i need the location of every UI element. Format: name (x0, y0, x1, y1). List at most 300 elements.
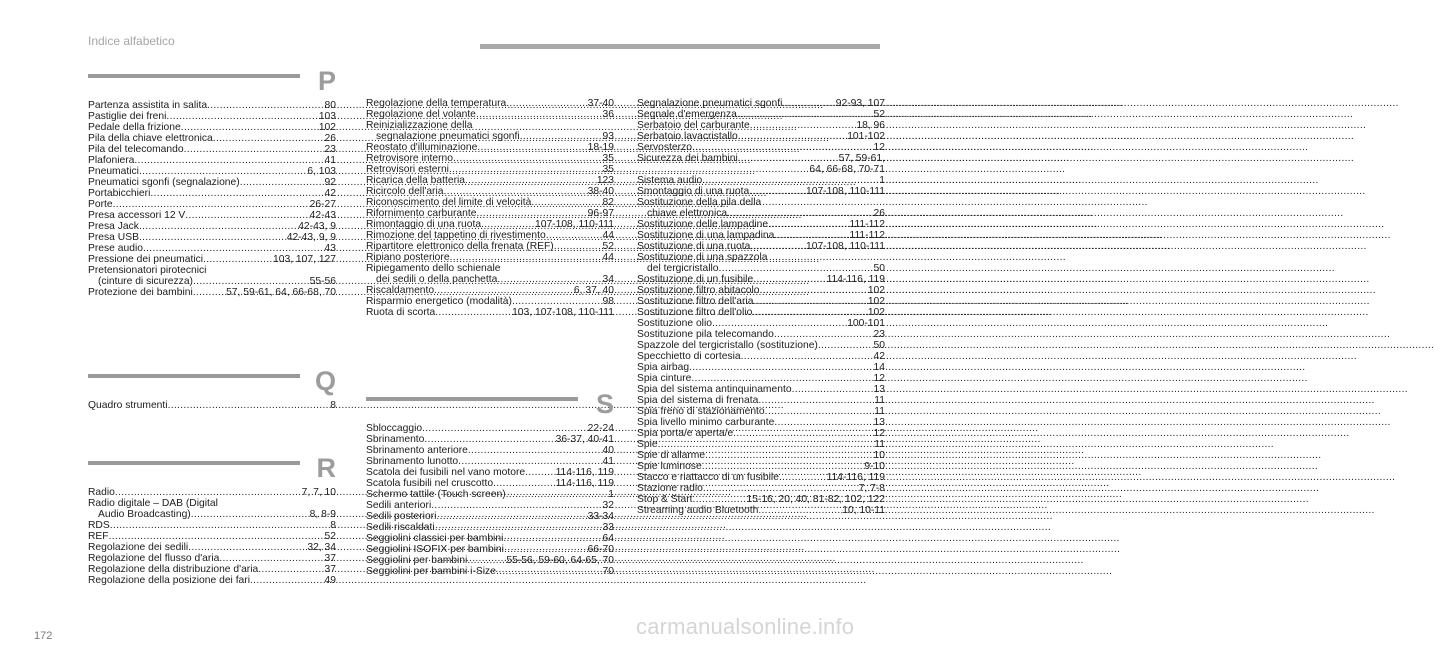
dot-leader (139, 166, 307, 177)
section-letter: S (595, 389, 614, 419)
dot-leader (134, 155, 324, 166)
entry-term: Stop & Start (637, 494, 693, 505)
index-entry (88, 520, 336, 531)
index-entry (366, 230, 614, 241)
entry-term: Risparmio energetico (modalità) (366, 296, 512, 307)
entry-term: Porte (88, 199, 113, 210)
entry-term: Rimozione del tappetino di rivestimento (366, 230, 546, 241)
entry-page-ref: 18-19 (587, 142, 614, 153)
entry-term: Stazione radio (637, 483, 703, 494)
entry-term: Sostituzione pila telecomando (637, 329, 774, 340)
entry-term: Sbrinamento anteriore (366, 445, 468, 456)
index-entry-line (637, 373, 885, 384)
index-entry-line (88, 111, 336, 122)
index-entry (366, 489, 614, 500)
entry-page-ref: 34 (602, 274, 614, 285)
index-entry-line (88, 564, 336, 575)
section-divider (88, 374, 300, 378)
dot-leader (193, 276, 310, 287)
section-header-q (88, 366, 336, 396)
index-entry (366, 434, 614, 445)
index-entry (637, 153, 885, 175)
dot-leader (703, 483, 859, 494)
entry-term: Sostituzione delle lampadine (637, 219, 769, 230)
entry-term: Portabicchieri (88, 188, 151, 199)
entry-page-ref: 32 (602, 500, 614, 511)
dot-leader (113, 199, 310, 210)
entry-term: Sedili anteriori (366, 500, 432, 511)
entry-term: Prese audio (88, 243, 143, 254)
index-entry (366, 241, 614, 252)
index-entry (637, 351, 885, 362)
index-entry-line (366, 219, 614, 230)
dot-leader (185, 210, 309, 221)
dot-leader (139, 232, 287, 243)
index-entry-line (88, 254, 336, 265)
entry-page-ref: 93 (602, 131, 614, 142)
entry-term: Pedale della frizione (88, 122, 181, 133)
entry-term: RDS (88, 520, 110, 531)
dot-leader (477, 142, 587, 153)
index-entry (366, 533, 614, 544)
index-entry (88, 243, 336, 254)
section-letter: P (317, 66, 336, 96)
entry-page-ref: 37 (324, 564, 336, 575)
index-entry-line (88, 177, 336, 188)
entry-term: Reinizializzazione della (366, 120, 473, 131)
entry-page-ref: 13 (873, 384, 885, 395)
index-entry (88, 232, 336, 243)
entry-page-ref: 101-102 (847, 131, 885, 142)
index-entry-line (637, 472, 885, 483)
index-entry-line (366, 142, 614, 153)
index-entry (88, 122, 336, 133)
dot-leader (496, 566, 603, 577)
entry-page-ref: 44 (602, 252, 614, 263)
entry-page-ref: 44 (602, 230, 614, 241)
entry-page-ref: 7, 7-8 (858, 483, 885, 494)
index-entry-line (637, 120, 885, 131)
dot-leader (450, 252, 603, 263)
entry-page-ref: 42-43, 9 (298, 221, 336, 232)
index-entry-line (366, 98, 614, 109)
entry-term: Sedili posteriori (366, 511, 437, 522)
index-entry (88, 111, 336, 122)
entry-term: Rimontaggio di una ruota (366, 219, 482, 230)
dot-leader (219, 553, 324, 564)
entry-term: Ripiegamento dello schienale (366, 263, 501, 274)
index-entry-line (637, 329, 885, 340)
dot-leader (213, 133, 325, 144)
index-entry (366, 544, 614, 555)
entry-page-ref: 11 (874, 406, 885, 417)
entry-term: Stacco e riattacco di un fusibile (637, 472, 779, 483)
index-entry (366, 456, 614, 467)
dot-leader (207, 100, 324, 111)
index-entry (637, 450, 885, 461)
index-entry-line (88, 520, 336, 531)
entry-term: del tergicristallo (647, 263, 719, 274)
entry-page-ref: 66-70 (587, 544, 614, 555)
index-entry (637, 417, 885, 428)
index-column-1 (88, 66, 336, 298)
index-entry-line (637, 296, 885, 307)
entry-page-ref: 36-37, 40-41 (555, 434, 614, 445)
entry-term: chiave elettronica (647, 208, 728, 219)
index-column-2-s (366, 389, 614, 577)
dot-leader (765, 406, 875, 417)
dot-leader (782, 98, 835, 109)
index-entry (637, 219, 885, 230)
index-entry-line (366, 186, 614, 197)
index-entry (366, 566, 614, 577)
entry-term: Seggiolini ISOFIX per bambini (366, 544, 504, 555)
index-entry-line (366, 208, 614, 219)
entry-page-ref: 114-116, 119 (826, 274, 885, 285)
dot-leader (453, 153, 603, 164)
dot-leader (193, 287, 226, 298)
index-entry (88, 166, 336, 177)
dot-leader (435, 522, 603, 533)
entry-term: Audio Broadcasting) (98, 509, 191, 520)
entries-s (366, 423, 614, 577)
index-entry (366, 263, 614, 285)
section-header-s (366, 389, 614, 419)
index-entry-line (366, 423, 614, 434)
entries-s-continued (637, 98, 885, 516)
index-entry (637, 98, 885, 109)
dot-leader (753, 274, 826, 285)
index-entry-line (637, 153, 885, 164)
entry-page-ref: 35 (602, 153, 614, 164)
entry-page-ref: 32, 34 (307, 542, 336, 553)
entry-term: segnalazione pneumatici sgonfi (376, 131, 520, 142)
index-entry (637, 439, 885, 450)
entry-page-ref: 33-34 (587, 511, 614, 522)
entry-page-ref: 10 (873, 450, 885, 461)
entry-page-ref: 50 (873, 340, 885, 351)
entry-page-ref: 12 (873, 428, 885, 439)
dot-leader (465, 175, 597, 186)
entry-page-ref: 42-43 (309, 210, 336, 221)
entry-term: Pastiglie dei freni (88, 111, 167, 122)
entry-page-ref: 41 (324, 155, 336, 166)
index-entry (637, 406, 885, 417)
index-entry (637, 252, 885, 274)
dot-leader (738, 153, 839, 164)
index-entry (88, 487, 336, 498)
dot-leader (493, 478, 556, 489)
index-entry-line (366, 307, 614, 318)
index-entry-line (88, 144, 336, 155)
index-entry-line (637, 274, 885, 285)
dot-leader (468, 445, 603, 456)
dot-leader (738, 131, 847, 142)
index-entry-line (366, 164, 614, 175)
dot-leader (692, 142, 874, 153)
index-entry-line (366, 434, 614, 445)
entry-page-ref: 92 (324, 177, 336, 188)
dot-leader (150, 188, 324, 199)
entry-term: Rifornimento carburante (366, 208, 477, 219)
entry-page-ref: 9-10 (864, 461, 885, 472)
index-entry-line (637, 406, 885, 417)
entry-term: Radio (88, 487, 115, 498)
entry-page-ref: 26-27 (309, 199, 336, 210)
entry-term: Spia del sistema antinquinamento (637, 384, 792, 395)
section-letter: R (316, 453, 336, 483)
index-entry (637, 296, 885, 307)
dot-leader (476, 109, 603, 120)
dot-leader (702, 175, 879, 186)
index-entry (366, 423, 614, 434)
index-entry-line (637, 131, 885, 142)
entry-page-ref: 42-43, 9, 9 (286, 232, 336, 243)
index-entry-line (637, 428, 885, 439)
entry-page-ref: 92-93, 107 (835, 98, 885, 109)
dot-leader (525, 467, 555, 478)
index-entry-line (366, 296, 614, 307)
section-divider (88, 74, 300, 78)
entry-term: Streaming audio Bluetooth (637, 505, 759, 516)
entry-term: Sbrinamento lunotto (366, 456, 459, 467)
index-entry-line (637, 461, 885, 472)
index-column-3 (637, 98, 885, 516)
entry-term: Presa Jack (88, 221, 139, 232)
index-entry (637, 241, 885, 252)
index-entry (88, 199, 336, 210)
index-entry-line (366, 467, 614, 478)
watermark: carmanualsonline.info (636, 614, 855, 639)
entry-term: Scatola dei fusibili nel vano motore (366, 467, 526, 478)
entry-term: Ripartitore elettronico della frenata (REF) (366, 241, 554, 252)
entry-term: Sbloccaggio (366, 423, 423, 434)
entry-page-ref: 18, 96 (856, 120, 885, 131)
entry-term: Sicurezza dei bambini (637, 153, 738, 164)
entry-page-ref: 52 (602, 241, 614, 252)
entry-page-ref: 26 (873, 208, 885, 219)
entry-term: Serbatoio del carburante (637, 120, 750, 131)
entry-term: Ricarica della batteria (366, 175, 466, 186)
entry-term: Sostituzione di una ruota (637, 241, 751, 252)
entry-page-ref: 103 (318, 111, 336, 122)
entry-term: Regolazione della posizione dei fari (88, 575, 250, 586)
index-entry-line (88, 100, 336, 111)
index-entry (637, 274, 885, 285)
entry-page-ref: 33 (602, 522, 614, 533)
entry-page-ref: 123 (596, 175, 614, 186)
index-entry-line (366, 456, 614, 467)
index-entry-continuation (366, 274, 614, 285)
dot-leader (792, 384, 874, 395)
index-entry (637, 230, 885, 241)
entry-page-ref: 12 (873, 373, 885, 384)
index-entry-line (637, 351, 885, 362)
index-entry-line (88, 542, 336, 553)
dot-leader (424, 434, 555, 445)
index-entry (637, 340, 885, 351)
dot-leader (727, 208, 873, 219)
index-entry-line (637, 241, 885, 252)
dot-leader (258, 564, 324, 575)
index-entry (637, 461, 885, 472)
index-entry-line (366, 197, 614, 208)
entry-term: Pressione dei pneumatici (88, 254, 204, 265)
index-entry-line (366, 555, 614, 566)
dot-leader (779, 472, 827, 483)
dot-leader (191, 509, 310, 520)
entry-page-ref: 107-108, 110-111 (805, 241, 885, 252)
entry-term: Spia livello minimo carburante (637, 417, 775, 428)
dot-leader (752, 307, 868, 318)
index-entry (88, 254, 336, 265)
entry-term: Sostituzione filtro dell'aria (637, 296, 754, 307)
entry-term: Sostituzione filtro dell'olio (637, 307, 753, 318)
index-entry (637, 362, 885, 373)
entry-term: Pneumatici sgonfi (segnalazione) (88, 177, 240, 188)
entry-term: Specchietto di cortesia (637, 351, 741, 362)
entry-page-ref: 37-40 (587, 98, 614, 109)
entry-page-ref: 7, 7, 10 (301, 487, 336, 498)
entry-term: Ruota di scorta (366, 307, 436, 318)
index-entry-line (366, 566, 614, 577)
entries-p (88, 100, 336, 298)
index-entry (637, 197, 885, 219)
index-entry (88, 100, 336, 111)
entry-page-ref: 82 (602, 197, 614, 208)
index-entry (366, 164, 614, 175)
dot-leader (250, 575, 325, 586)
entry-page-ref: 23 (324, 144, 336, 155)
index-entry-line (637, 307, 885, 318)
dot-leader (750, 241, 806, 252)
entry-term: Servosterzo (637, 142, 692, 153)
entry-term: Seggiolini classici per bambini (366, 533, 504, 544)
entry-page-ref: 14 (873, 362, 885, 373)
index-entry (637, 384, 885, 395)
entry-page-ref: 35 (602, 164, 614, 175)
index-entry-line (637, 362, 885, 373)
index-entry-line (637, 285, 885, 296)
entry-term: Seggiolini per bambini (366, 555, 468, 566)
index-entry-line (366, 230, 614, 241)
entry-page-ref: 1 (608, 489, 614, 500)
index-column-2 (366, 98, 614, 318)
index-entry-line (366, 544, 614, 555)
index-entry (88, 133, 336, 144)
dot-leader (774, 417, 873, 428)
dot-leader (758, 505, 842, 516)
entry-term: Segnale d'emergenza (637, 109, 737, 120)
entries-r-continued (366, 98, 614, 318)
index-entry-line (366, 533, 614, 544)
entry-term: Spie luminose (637, 461, 702, 472)
section-divider (366, 397, 578, 401)
entry-term: Regolazione della distribuzione d'aria (88, 564, 259, 575)
index-entry (88, 188, 336, 199)
dot-leader (458, 456, 602, 467)
index-entry-line (88, 232, 336, 243)
index-entry-line (637, 494, 885, 505)
entry-page-ref: 102 (867, 296, 885, 307)
index-entry-line (88, 243, 336, 254)
dot-leader (110, 520, 331, 531)
dot-leader (712, 318, 847, 329)
index-entry-line (637, 483, 885, 494)
index-entry (637, 373, 885, 384)
entry-page-ref: 22-24 (587, 423, 614, 434)
entry-term: REF (88, 531, 109, 542)
index-entry (366, 98, 614, 109)
index-entry (88, 575, 336, 586)
index-entry (88, 265, 336, 287)
dot-leader (749, 186, 806, 197)
dot-leader (203, 254, 273, 265)
dot-leader (143, 243, 325, 254)
index-entry-line (637, 439, 885, 450)
dot-leader (449, 164, 603, 175)
entry-page-ref: 111-112 (849, 230, 885, 241)
header-bar (480, 44, 880, 49)
index-entry-line (88, 575, 336, 586)
index-entry-line (88, 166, 336, 177)
entry-page-ref: 13 (873, 417, 885, 428)
entry-page-ref: 55-56, 59-60, 64-65, 70 (506, 555, 614, 566)
entry-term: Regolazione della temperatura (366, 98, 507, 109)
index-entry-continuation (637, 263, 885, 274)
index-entry-line (88, 531, 336, 542)
dot-leader (719, 263, 874, 274)
dot-leader (750, 120, 857, 131)
entry-page-ref: 111-112 (849, 219, 885, 230)
index-entry-line (366, 252, 614, 263)
entry-page-ref: 37 (324, 553, 336, 564)
index-entry-line (637, 417, 885, 428)
dot-leader (422, 423, 588, 434)
dot-leader (109, 531, 325, 542)
dot-leader (240, 177, 325, 188)
entry-page-ref: 42 (873, 351, 885, 362)
entry-term: Spia cinture (637, 373, 692, 384)
index-entry (88, 400, 336, 411)
entry-page-ref: 100-101 (847, 318, 885, 329)
entry-term: Spia airbag (637, 362, 690, 373)
dot-leader (166, 111, 318, 122)
entry-page-ref: 64, 66-68, 70-71 (809, 164, 885, 175)
entry-page-ref: 8 (330, 520, 336, 531)
dot-leader (139, 221, 298, 232)
index-entry-line (637, 98, 885, 109)
index-entry-continuation (88, 509, 336, 520)
entry-term: Sostituzione di una spazzola (637, 252, 768, 263)
index-entry (637, 175, 885, 186)
dot-leader (546, 230, 603, 241)
index-entry-line (366, 175, 614, 186)
index-entry (88, 144, 336, 155)
index-entry-line (637, 197, 885, 208)
dot-leader (531, 197, 602, 208)
entry-page-ref: 10, 10-11 (842, 505, 885, 516)
index-entry (366, 307, 614, 318)
index-entry (88, 177, 336, 188)
index-entry-line (88, 287, 336, 298)
index-column-1-r (88, 453, 336, 586)
entry-term: Riscaldamento (366, 285, 435, 296)
entry-page-ref: 42 (324, 188, 336, 199)
dot-leader (554, 241, 603, 252)
entry-term: Spie (637, 439, 658, 450)
entry-page-ref: 57, 59-61, 64, 66-68, 70 (226, 287, 336, 298)
